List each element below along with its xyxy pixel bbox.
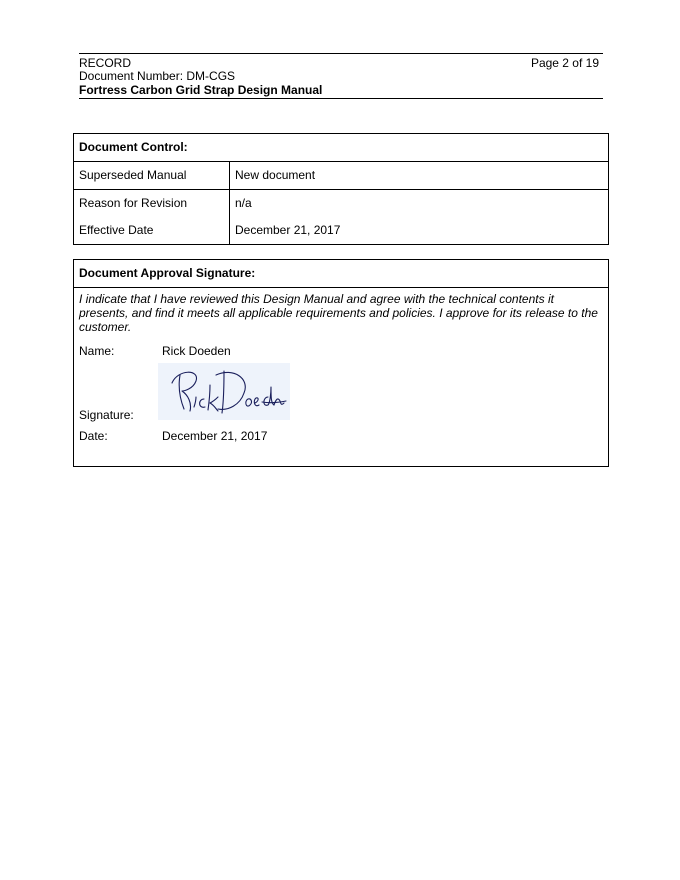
document-number: Document Number: DM-CGS xyxy=(79,69,236,83)
row-value: n/a xyxy=(235,196,252,210)
page-header xyxy=(79,53,603,99)
column-divider xyxy=(229,162,230,244)
row-value: December 21, 2017 xyxy=(235,223,341,237)
row-label: Reason for Revision xyxy=(79,196,188,210)
row-divider xyxy=(74,189,608,190)
signature-image xyxy=(158,363,290,420)
row-label: Superseded Manual xyxy=(79,168,187,182)
record-label: RECORD xyxy=(79,56,132,70)
row-value: New document xyxy=(235,168,316,182)
name-value: Rick Doeden xyxy=(162,344,231,358)
manual-title: Fortress Carbon Grid Strap Design Manual xyxy=(79,83,323,97)
date-value: December 21, 2017 xyxy=(162,429,268,443)
row-label: Effective Date xyxy=(79,223,154,237)
handwritten-signature xyxy=(158,363,290,420)
name-label: Name: xyxy=(79,344,115,358)
approval-signature-box xyxy=(73,259,609,467)
page-number: Page 2 of 19 xyxy=(530,56,599,70)
signature-label: Signature: xyxy=(79,408,134,422)
document-control-table xyxy=(73,133,609,245)
approval-statement: I indicate that I have reviewed this Design Manual and agree with the technical contents it presents, and find it meets all applicable requirements and policies. I approve for its release to the customer. xyxy=(79,292,598,334)
document-control-title: Document Control: xyxy=(74,134,608,162)
date-label: Date: xyxy=(79,429,108,443)
approval-title: Document Approval Signature: xyxy=(74,260,608,288)
